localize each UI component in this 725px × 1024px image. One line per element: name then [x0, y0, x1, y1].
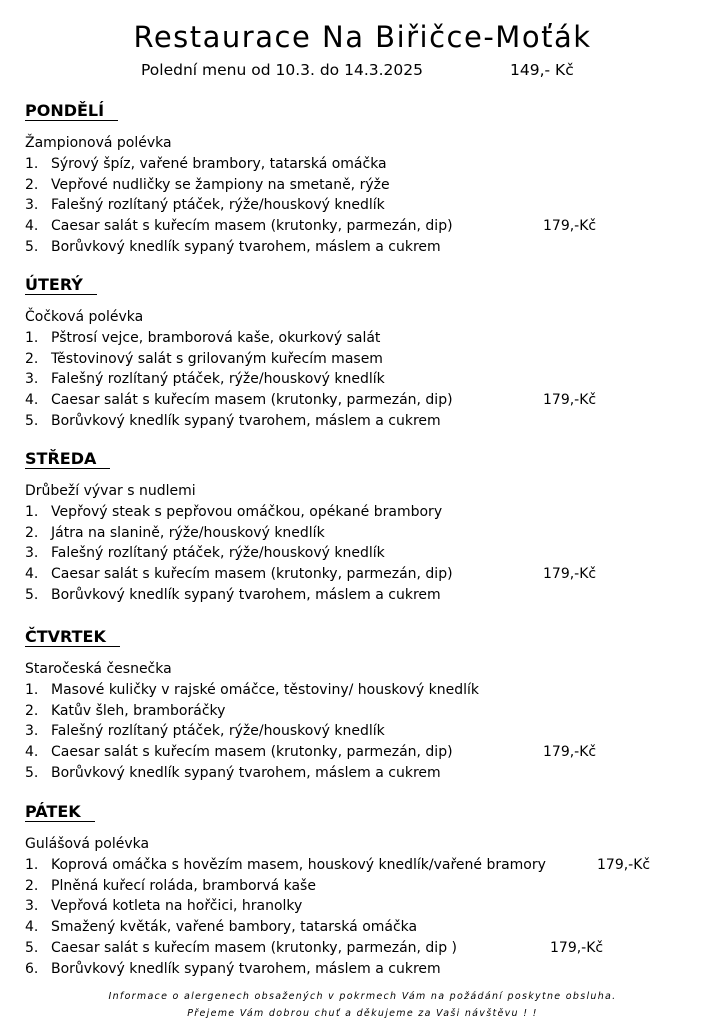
- item-name: Katův šleh, bramboráčky: [51, 702, 226, 719]
- day-section: [25, 802, 705, 980]
- soup-of-the-day: Čočková polévka: [25, 309, 144, 325]
- item-number: 3.: [25, 371, 39, 388]
- item-number: 2.: [25, 350, 39, 367]
- item-number: 5.: [25, 764, 39, 781]
- menu-item: [25, 959, 705, 980]
- menu-price: 149,- Kč: [510, 61, 574, 79]
- menu-subtitle: [141, 61, 574, 79]
- item-number: 3.: [25, 723, 39, 740]
- menu-item: [25, 523, 705, 544]
- item-number: 3.: [25, 898, 39, 915]
- day-section: [25, 449, 705, 606]
- item-number: 3.: [25, 197, 39, 214]
- item-price: 179,-Kč: [597, 856, 651, 873]
- menu-item: [25, 701, 705, 722]
- item-name: Caesar salát s kuřecím masem (krutonky, parmezán, dip): [51, 566, 453, 583]
- menu-item: [25, 328, 705, 349]
- item-name: Caesar salát s kuřecím masem (krutonky, parmezán, dip): [51, 392, 453, 409]
- item-number: 3.: [25, 545, 39, 562]
- day-section: [25, 275, 705, 432]
- soup-of-the-day: Gulášová polévka: [25, 836, 150, 852]
- item-name: Pštrosí vejce, bramborová kaše, okurkový salát: [51, 329, 381, 346]
- day-heading: PONDĚLÍ: [25, 101, 118, 121]
- item-name: Caesar salát s kuřecím masem (krutonky, parmezán, dip ): [51, 939, 457, 956]
- menu-item: [25, 154, 705, 175]
- item-name: Vepřová kotleta na hořčici, hranolky: [51, 898, 303, 915]
- item-number: 2.: [25, 524, 39, 541]
- day-heading: ÚTERÝ: [25, 275, 97, 295]
- item-number: 5.: [25, 586, 39, 603]
- menu-item: [25, 585, 705, 606]
- item-name: Falešný rozlítaný ptáček, rýže/houskový knedlík: [51, 371, 385, 388]
- item-name: Koprová omáčka s hovězím masem, houskový knedlík/vařené bramory: [51, 856, 546, 873]
- item-number: 4.: [25, 218, 39, 235]
- item-number: 1.: [25, 155, 39, 172]
- item-name: Borůvkový knedlík sypaný tvarohem, máslem a cukrem: [51, 764, 441, 781]
- item-name: Caesar salát s kuřecím masem (krutonky, parmezán, dip): [51, 218, 453, 235]
- item-name: Falešný rozlítaný ptáček, rýže/houskový knedlík: [51, 197, 385, 214]
- item-name: Falešný rozlítaný ptáček, rýže/houskový knedlík: [51, 545, 385, 562]
- menu-period: Polední menu od 10.3. do 14.3.2025: [141, 61, 423, 79]
- item-number: 2.: [25, 176, 39, 193]
- menu-item: [25, 721, 705, 742]
- soup-of-the-day: Žampionová polévka: [25, 135, 172, 151]
- item-price: 179,-Kč: [543, 566, 597, 583]
- item-price: 179,-Kč: [550, 939, 604, 956]
- item-name: Borůvkový knedlík sypaný tvarohem, máslem a cukrem: [51, 586, 441, 603]
- menu-item: [25, 742, 705, 763]
- item-name: Borůvkový knedlík sypaný tvarohem, máslem a cukrem: [51, 960, 441, 977]
- menu-item: [25, 502, 705, 523]
- day-section: [25, 627, 705, 784]
- thanks-note: Přejeme Vám dobrou chuť a děkujeme za Vaši návštěvu ! !: [187, 1008, 538, 1019]
- menu-item: [25, 369, 705, 390]
- item-name: Borůvkový knedlík sypaný tvarohem, máslem a cukrem: [51, 238, 441, 255]
- day-heading: STŘEDA: [25, 449, 110, 469]
- item-number: 4.: [25, 919, 39, 936]
- item-name: Masové kuličky v rajské omáčce, těstoviny/ houskový knedlík: [51, 681, 479, 698]
- menu-item: [25, 195, 705, 216]
- item-number: 1.: [25, 503, 39, 520]
- soup-of-the-day: Drůbeží vývar s nudlemi: [25, 483, 196, 499]
- day-heading: PÁTEK: [25, 802, 95, 822]
- item-number: 2.: [25, 877, 39, 894]
- item-price: 179,-Kč: [543, 744, 597, 761]
- menu-item: [25, 564, 705, 585]
- item-number: 4.: [25, 744, 39, 761]
- menu-item: [25, 216, 705, 237]
- menu-item: [25, 390, 705, 411]
- item-number: 5.: [25, 412, 39, 429]
- footer: [0, 988, 725, 1022]
- item-name: Játra na slanině, rýže/houskový knedlík: [51, 524, 325, 541]
- menu-item: [25, 855, 705, 876]
- menu-item: [25, 175, 705, 196]
- menu-item: [25, 237, 705, 258]
- allergen-note: Informace o alergenech obsažených v pokrmech Vám na požádání poskytne obsluha.: [108, 991, 617, 1002]
- item-number: 1.: [25, 681, 39, 698]
- menu-item: [25, 917, 705, 938]
- menu-item: [25, 411, 705, 432]
- item-name: Borůvkový knedlík sypaný tvarohem, máslem a cukrem: [51, 412, 441, 429]
- item-price: 179,-Kč: [543, 218, 597, 235]
- item-number: 2.: [25, 702, 39, 719]
- menu-item: [25, 543, 705, 564]
- item-number: 1.: [25, 856, 39, 873]
- item-number: 1.: [25, 329, 39, 346]
- item-name: Caesar salát s kuřecím masem (krutonky, parmezán, dip): [51, 744, 453, 761]
- day-section: [25, 101, 705, 258]
- page-title: Restaurace Na Biřičce-Moťák: [133, 20, 592, 54]
- menu-item: [25, 763, 705, 784]
- soup-of-the-day: Staročeská česnečka: [25, 661, 172, 677]
- menu-item: [25, 876, 705, 897]
- menu-item: [25, 680, 705, 701]
- item-name: Těstovinový salát s grilovaným kuřecím masem: [51, 350, 383, 367]
- item-name: Sýrový špíz, vařené brambory, tatarská omáčka: [51, 155, 387, 172]
- day-heading: ČTVRTEK: [25, 627, 120, 647]
- item-number: 4.: [25, 392, 39, 409]
- item-name: Falešný rozlítaný ptáček, rýže/houskový knedlík: [51, 723, 385, 740]
- item-name: Vepřový steak s pepřovou omáčkou, opékané brambory: [51, 503, 443, 520]
- item-number: 5.: [25, 238, 39, 255]
- item-price: 179,-Kč: [543, 392, 597, 409]
- menu-item: [25, 349, 705, 370]
- item-name: Plněná kuřecí roláda, bramborvá kaše: [51, 877, 316, 894]
- item-name: Vepřové nudličky se žampiony na smetaně, rýže: [51, 176, 390, 193]
- item-number: 4.: [25, 566, 39, 583]
- item-name: Smažený květák, vařené bambory, tatarská omáčka: [51, 919, 418, 936]
- menu-item: [25, 938, 705, 959]
- item-number: 5.: [25, 939, 39, 956]
- item-number: 6.: [25, 960, 39, 977]
- menu-item: [25, 896, 705, 917]
